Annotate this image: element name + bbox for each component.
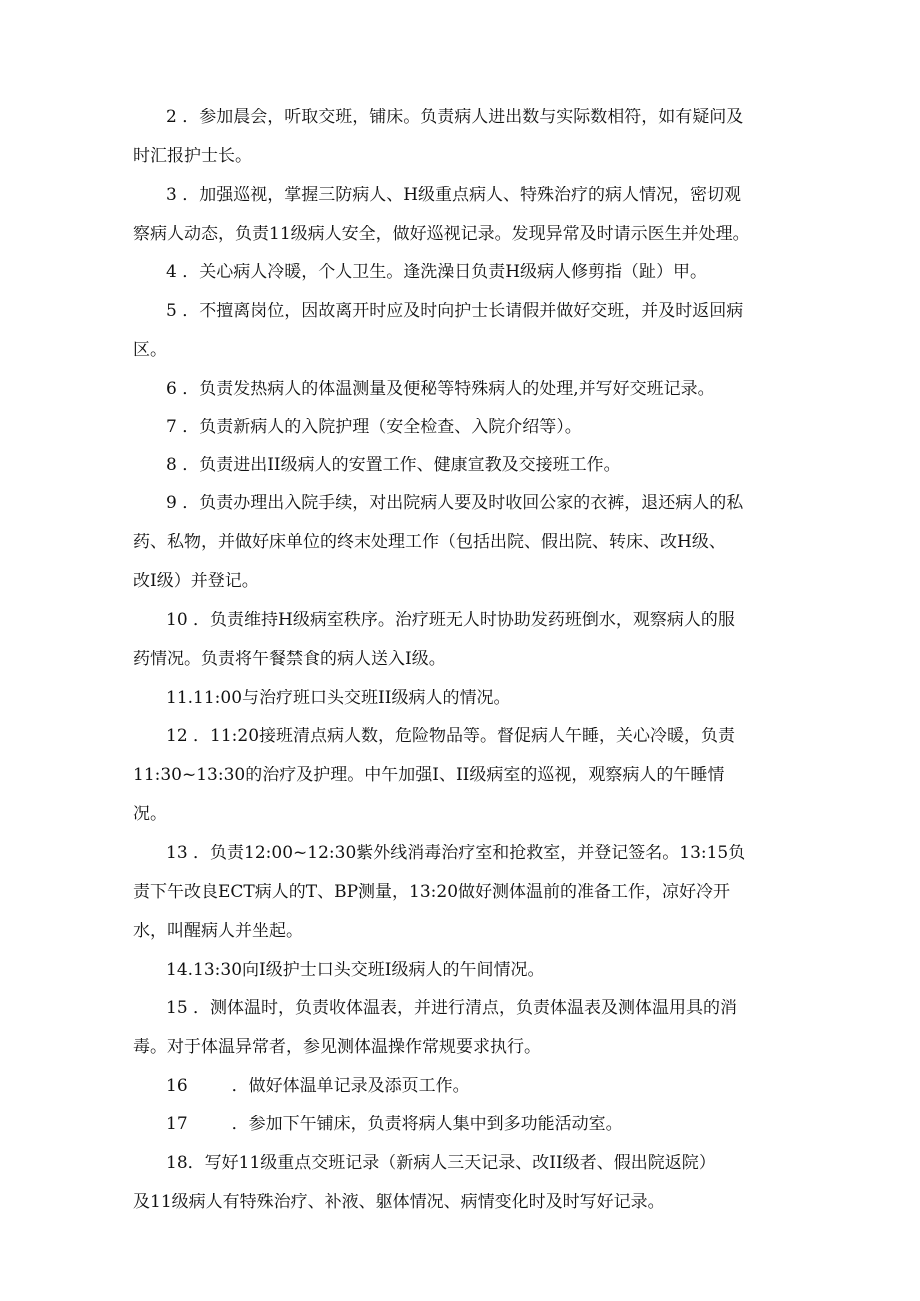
paragraph-item-13 <box>133 844 788 961</box>
text-line <box>133 1077 788 1116</box>
text-line: 药情况。负责将午餐禁食的病人送入I级。 <box>133 650 446 669</box>
text-line: 10 ．负责维持H级病室秩序。治疗班无人时协助发药班倒水，观察病人的服 <box>166 611 735 630</box>
paragraph-item-15 <box>133 999 788 1077</box>
text-line: 2 ．参加晨会，听取交班，铺床。负责病人进出数与实际数相符，如有疑问及 <box>166 108 744 127</box>
paragraph-item-12 <box>133 727 788 844</box>
paragraph-item-18 <box>133 1154 788 1232</box>
text-line <box>133 1115 788 1154</box>
paragraph-item-9 <box>133 494 788 611</box>
text-line: 18．写好11级重点交班记录（新病人三天记录、改II级者、假出院返院） <box>166 1154 716 1173</box>
text-line: 11.11:00与治疗班口头交班II级病人的情况。 <box>166 689 511 708</box>
text-line: 14.13:30向I级护士口头交班I级病人的午间情况。 <box>166 961 545 980</box>
paragraph-item-6 <box>133 380 788 419</box>
item-text: ．参加下午铺床，负责将病人集中到多功能活动室。 <box>231 1115 623 1134</box>
text-line: 察病人动态，负责11级病人安全，做好巡视记录。发现异常及时请示医生并处理。 <box>133 225 750 244</box>
text-line: 水，叫醒病人并坐起。 <box>133 922 303 941</box>
paragraph-item-4 <box>133 263 788 302</box>
text-line: 时汇报护士长。 <box>133 147 252 166</box>
text-line: 况。 <box>133 805 167 824</box>
text-line: 区。 <box>133 341 167 360</box>
paragraph-item-17 <box>133 1115 788 1154</box>
paragraph-item-5 <box>133 302 788 380</box>
text-line: 毒。对于体温异常者，参见测体温操作常规要求执行。 <box>133 1038 541 1057</box>
text-line: 5 ．不擅离岗位，因故离开时应及时向护士长请假并做好交班，并及时返回病 <box>166 302 744 321</box>
text-line: 13 ．负责12:00~12:30紫外线消毒治疗室和抢救室，并登记签名。13:15负 <box>166 844 746 863</box>
paragraph-item-8 <box>133 456 788 495</box>
item-text: ．做好体温单记录及添页工作。 <box>231 1077 470 1096</box>
text-line: 12 ．11:20接班清点病人数，危险物品等。督促病人午睡，关心冷暖，负责 <box>166 727 736 746</box>
text-line: 7 ．负责新病人的入院护理（安全检查、入院介绍等）。 <box>166 418 582 437</box>
item-number: 16 <box>166 1077 188 1096</box>
text-line: 4 ．关心病人冷暖，个人卫生。逢洗澡日负责H级病人修剪指（趾）甲。 <box>166 263 708 282</box>
paragraph-item-7 <box>133 418 788 457</box>
text-line: 8 ．负责进出II级病人的安置工作、健康宣教及交接班工作。 <box>166 456 621 475</box>
paragraph-item-10 <box>133 611 788 689</box>
item-number: 17 <box>166 1115 188 1134</box>
text-line: 改I级）并登记。 <box>133 572 259 591</box>
text-line: 11:30~13:30的治疗及护理。中午加强I、II级病室的巡视，观察病人的午睡情 <box>133 766 725 785</box>
paragraph-item-16 <box>133 1077 788 1116</box>
text-line: 3 ．加强巡视，掌握三防病人、H级重点病人、特殊治疗的病人情况，密切观 <box>166 186 742 205</box>
paragraph-item-14 <box>133 961 788 1000</box>
text-line: 15 ．测体温时，负责收体温表，并进行清点，负责体温表及测体温用具的消 <box>166 999 738 1018</box>
text-line: 9 ．负责办理出入院手续，对出院病人要及时收回公家的衣裤，退还病人的私 <box>166 494 744 513</box>
paragraph-item-2 <box>133 108 788 186</box>
text-line: 药、私物，并做好床单位的终末处理工作（包括出院、假出院、转床、改H级、 <box>133 533 726 552</box>
paragraph-item-3 <box>133 186 788 264</box>
text-line: 6 ．负责发热病人的体温测量及便秘等特殊病人的处理,并写好交班记录。 <box>166 380 715 399</box>
text-line: 及11级病人有特殊治疗、补液、躯体情况、病情变化时及时写好记录。 <box>133 1193 665 1212</box>
paragraph-item-11 <box>133 689 788 728</box>
text-line: 责下午改良ECT病人的T、BP测量，13:20做好测体温前的准备工作，凉好冷开 <box>133 883 731 902</box>
